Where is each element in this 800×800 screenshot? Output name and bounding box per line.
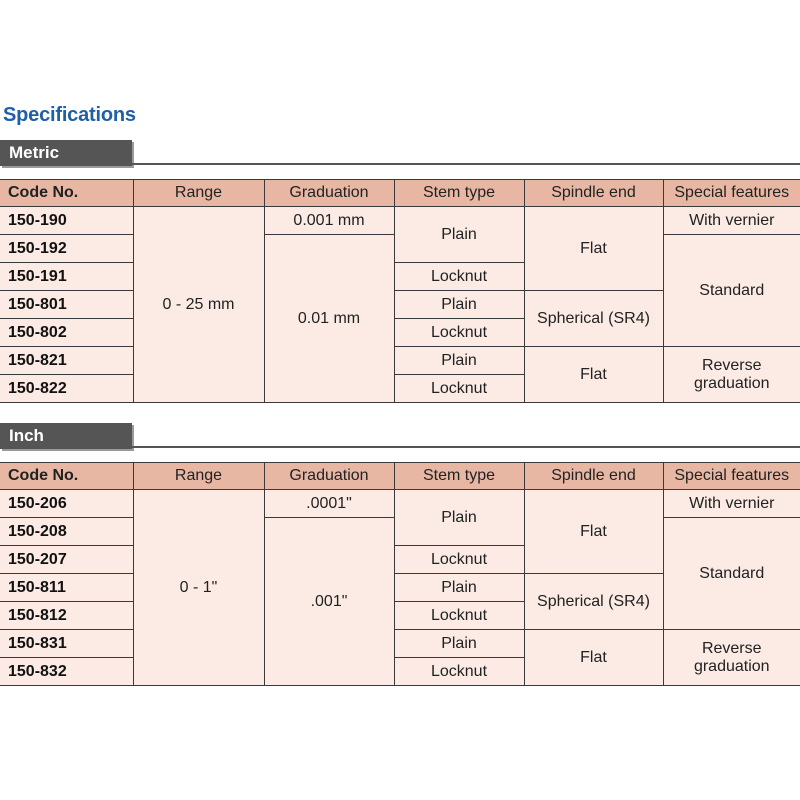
- code-cell: 150-190: [0, 207, 133, 235]
- code-cell: 150-822: [0, 375, 133, 403]
- spindle-end-cell: Flat: [524, 347, 663, 403]
- table-row: [0, 490, 800, 518]
- code-cell: 150-206: [0, 490, 133, 518]
- column-header-graduation: Graduation: [264, 180, 394, 207]
- code-cell: 150-812: [0, 602, 133, 630]
- stem-type-cell: Plain: [394, 630, 524, 658]
- stem-type-cell: Plain: [394, 291, 524, 319]
- stem-type-cell: Locknut: [394, 602, 524, 630]
- stem-type-cell: Locknut: [394, 263, 524, 291]
- column-header-special-features: Special features: [663, 180, 800, 207]
- inch-section-label: Inch: [0, 423, 132, 449]
- special-features-cell: Standard: [663, 235, 800, 347]
- spindle-end-cell: Flat: [524, 630, 663, 686]
- column-header-code: Code No.: [0, 463, 133, 490]
- special-features-cell: Reverse graduation: [663, 630, 800, 686]
- page-title: Specifications: [3, 104, 136, 126]
- inch-section-header: [0, 423, 800, 453]
- column-header-code: Code No.: [0, 180, 133, 207]
- graduation-cell: .001": [264, 518, 394, 686]
- table-header-row: [0, 463, 800, 490]
- stem-type-cell: Plain: [394, 490, 524, 546]
- stem-type-cell: Plain: [394, 347, 524, 375]
- code-cell: 150-192: [0, 235, 133, 263]
- code-cell: 150-811: [0, 574, 133, 602]
- metric-section-label: Metric: [0, 140, 132, 166]
- graduation-cell: 0.01 mm: [264, 235, 394, 403]
- table-row: [0, 347, 800, 375]
- stem-type-cell: Locknut: [394, 546, 524, 574]
- range-cell: 0 - 25 mm: [133, 207, 264, 403]
- column-header-special-features: Special features: [663, 463, 800, 490]
- spindle-end-cell: Spherical (SR4): [524, 574, 663, 630]
- metric-spec-table: [0, 179, 800, 403]
- metric-section-rule: [132, 163, 800, 165]
- stem-type-cell: Locknut: [394, 319, 524, 347]
- spindle-end-cell: Flat: [524, 490, 663, 574]
- graduation-cell: 0.001 mm: [264, 207, 394, 235]
- code-cell: 150-832: [0, 658, 133, 686]
- metric-section-header: [0, 140, 800, 170]
- stem-type-cell: Locknut: [394, 375, 524, 403]
- special-features-cell: With vernier: [663, 207, 800, 235]
- column-header-range: Range: [133, 463, 264, 490]
- code-cell: 150-802: [0, 319, 133, 347]
- code-cell: 150-208: [0, 518, 133, 546]
- range-cell: 0 - 1": [133, 490, 264, 686]
- stem-type-cell: Plain: [394, 574, 524, 602]
- table-header-row: [0, 180, 800, 207]
- special-features-cell: Standard: [663, 518, 800, 630]
- stem-type-cell: Plain: [394, 207, 524, 263]
- stem-type-cell: Locknut: [394, 658, 524, 686]
- spindle-end-cell: Flat: [524, 207, 663, 291]
- code-cell: 150-831: [0, 630, 133, 658]
- column-header-stem-type: Stem type: [394, 463, 524, 490]
- inch-section-rule: [132, 446, 800, 448]
- spindle-end-cell: Spherical (SR4): [524, 291, 663, 347]
- graduation-cell: .0001": [264, 490, 394, 518]
- table-row: [0, 630, 800, 658]
- table-row: [0, 207, 800, 235]
- column-header-spindle-end: Spindle end: [524, 463, 663, 490]
- column-header-graduation: Graduation: [264, 463, 394, 490]
- column-header-spindle-end: Spindle end: [524, 180, 663, 207]
- inch-spec-table: [0, 462, 800, 686]
- code-cell: 150-801: [0, 291, 133, 319]
- column-header-stem-type: Stem type: [394, 180, 524, 207]
- special-features-cell: With vernier: [663, 490, 800, 518]
- code-cell: 150-821: [0, 347, 133, 375]
- column-header-range: Range: [133, 180, 264, 207]
- code-cell: 150-207: [0, 546, 133, 574]
- code-cell: 150-191: [0, 263, 133, 291]
- special-features-cell: Reverse graduation: [663, 347, 800, 403]
